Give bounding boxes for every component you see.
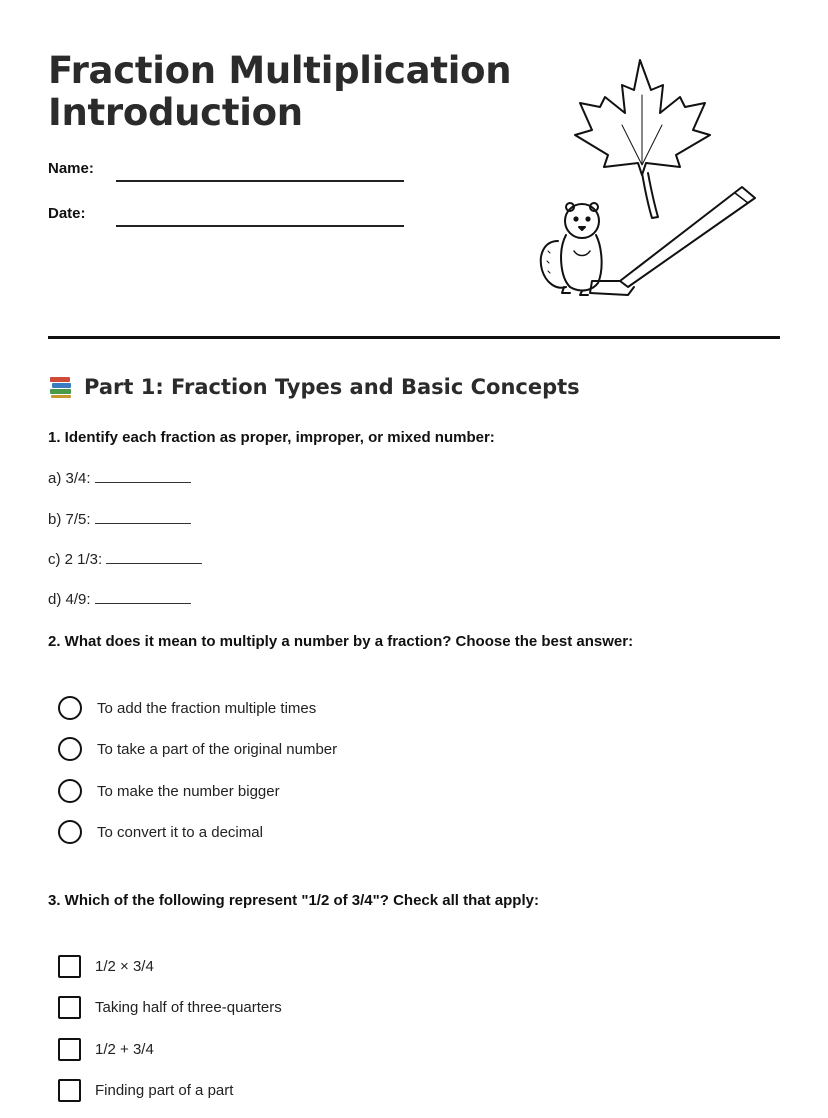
answer-blank[interactable]: [95, 482, 191, 483]
q3-option[interactable]: [58, 996, 282, 1019]
q1-item-c: [48, 551, 202, 568]
q1-item-label: b) 7/5:: [48, 511, 91, 528]
part1-heading-text: Part 1: Fraction Types and Basic Concepts: [84, 375, 580, 399]
q3-option-label: Taking half of three-quarters: [95, 999, 282, 1016]
q1-item-a: [48, 470, 191, 487]
name-label: Name:: [48, 160, 94, 177]
answer-blank[interactable]: [95, 603, 191, 604]
radio-button[interactable]: [58, 820, 82, 844]
question-2-prompt: 2. What does it mean to multiply a number by a fraction? Choose the best answer:: [48, 633, 634, 650]
radio-button[interactable]: [58, 779, 82, 803]
q2-option-label: To make the number bigger: [97, 782, 280, 800]
checkbox[interactable]: [58, 1038, 81, 1061]
checkbox[interactable]: [58, 955, 81, 978]
q2-option[interactable]: [58, 820, 263, 844]
answer-blank[interactable]: [106, 563, 202, 564]
q3-option-label: 1/2 + 3/4: [95, 1041, 154, 1058]
q3-option[interactable]: [58, 955, 154, 978]
radio-button[interactable]: [58, 696, 82, 720]
page-title: [48, 50, 511, 134]
q1-item-d: [48, 591, 191, 608]
q2-option[interactable]: [58, 779, 280, 803]
q1-item-label: c) 2 1/3:: [48, 551, 103, 568]
q3-option-label: 1/2 × 3/4: [95, 958, 154, 975]
part1-heading: [48, 374, 580, 400]
checkbox[interactable]: [58, 996, 81, 1019]
title-line-1: Fraction Multiplication: [48, 49, 512, 92]
date-field[interactable]: [116, 225, 404, 227]
q3-option-label: Finding part of a part: [95, 1082, 234, 1099]
q1-item-label: d) 4/9:: [48, 591, 91, 608]
q2-option-label: To convert it to a decimal: [97, 823, 263, 841]
name-field[interactable]: [116, 180, 404, 182]
header-divider: [48, 336, 780, 339]
q1-item-label: a) 3/4:: [48, 470, 91, 487]
books-icon: [48, 374, 74, 400]
canada-illustration: [530, 55, 770, 305]
question-3-prompt: 3. Which of the following represent "1/2 of 3/4"? Check all that apply:: [48, 892, 539, 909]
q2-option-label: To add the fraction multiple times: [97, 699, 317, 717]
radio-button[interactable]: [58, 737, 82, 761]
date-label: Date:: [48, 205, 86, 222]
answer-blank[interactable]: [95, 523, 191, 524]
q2-option[interactable]: [58, 737, 337, 761]
q1-item-b: [48, 511, 191, 528]
q3-option[interactable]: [58, 1038, 154, 1061]
question-1-prompt: 1. Identify each fraction as proper, improper, or mixed number:: [48, 429, 495, 446]
checkbox[interactable]: [58, 1079, 81, 1102]
hockey-stick-icon: [590, 187, 755, 295]
q2-option[interactable]: [58, 696, 316, 720]
q3-option[interactable]: [58, 1079, 233, 1102]
title-line-2: Introduction: [48, 91, 303, 134]
q2-option-label: To take a part of the original number: [97, 740, 338, 758]
